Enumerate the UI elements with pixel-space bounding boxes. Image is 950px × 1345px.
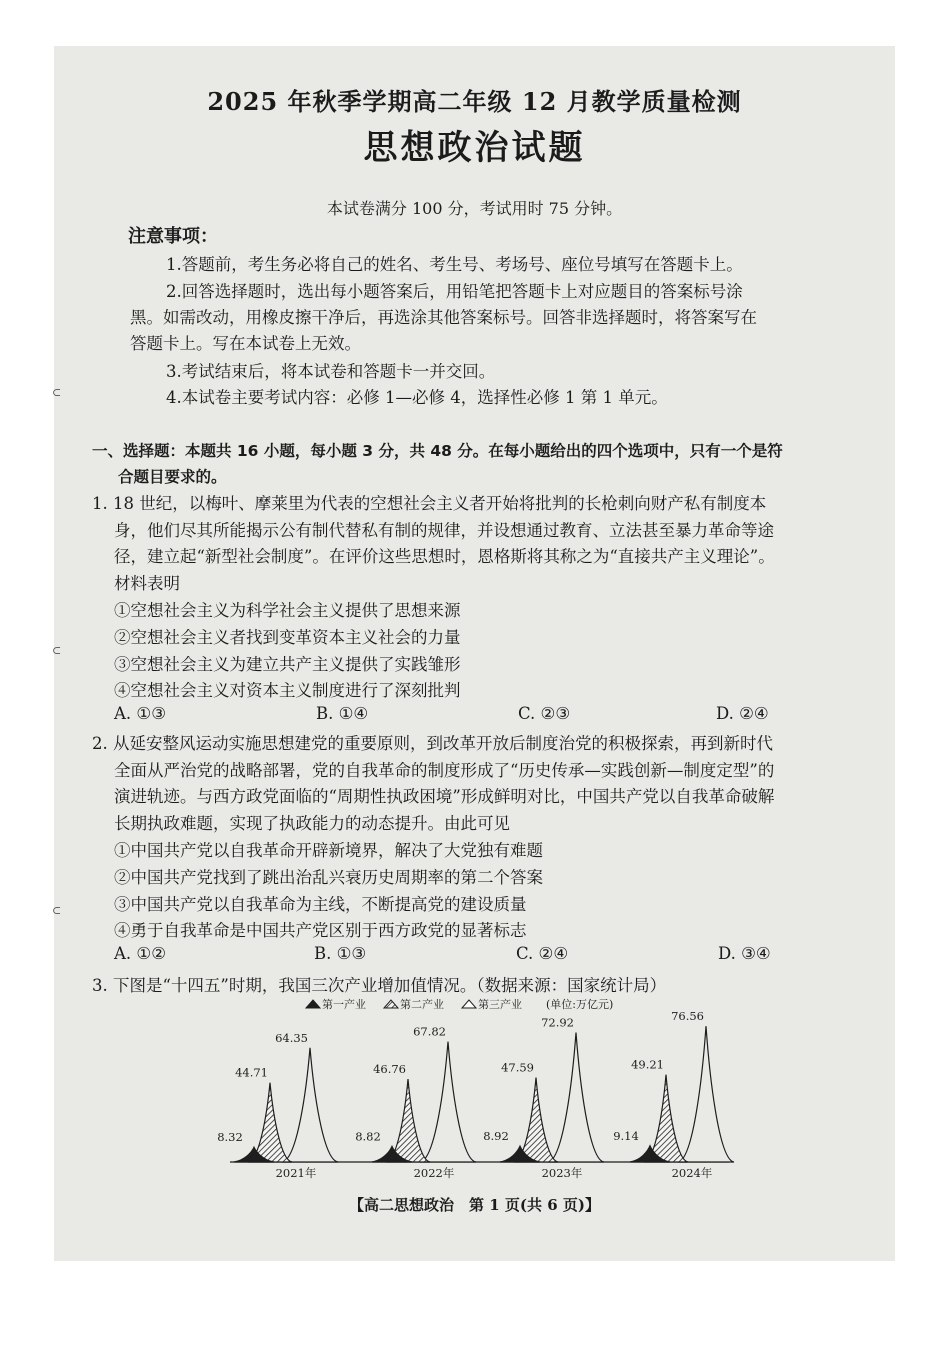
margin-mark: ⊂ (52, 904, 62, 917)
q1-item: ①空想社会主义为科学社会主义提供了思想来源 (114, 601, 461, 620)
data-label: 76.56 (671, 1009, 704, 1024)
chart-svg (217, 994, 744, 1194)
q1-option-d[interactable]: D. ②④ (716, 704, 769, 723)
data-label: 46.76 (373, 1062, 406, 1077)
category-label: 2022年 (413, 1166, 455, 1180)
chart-unit: (单位:万亿元) (546, 998, 614, 1011)
exam-page (54, 46, 895, 1261)
q1-item: ②空想社会主义者找到变革资本主义社会的力量 (114, 628, 461, 647)
data-label: 67.82 (413, 1024, 446, 1039)
data-label: 9.14 (613, 1128, 639, 1143)
peak-3 (678, 1026, 734, 1162)
q2-item: ④勇于自我革命是中国共产党区别于西方政党的显著标志 (114, 921, 527, 940)
exam-title: 2025 年秋季学期高二年级 12 月教学质量检测 (207, 87, 742, 116)
q2-item: ①中国共产党以自我革命开辟新境界，解决了大党独有难题 (114, 841, 543, 860)
notice-line: 3.考试结束后，将本试卷和答题卡一并交回。 (166, 362, 496, 381)
peak-3 (548, 1033, 604, 1162)
peak-3 (420, 1042, 476, 1162)
q1-item: ③空想社会主义为建立共产主义提供了实践雏形 (114, 655, 461, 674)
q1-stem: 材料表明 (114, 574, 180, 593)
data-label: 72.92 (541, 1015, 574, 1030)
notice-line: 2.回答选择题时，选出每小题答案后，用铅笔把答题卡上对应题目的答案标号涂 (166, 282, 743, 301)
q1-option-b[interactable]: B. ①④ (316, 704, 369, 723)
notice-heading: 注意事项： (128, 226, 218, 247)
q2-stem: 2. 从延安整风运动实施思想建党的重要原则，到改革开放后制度治党的积极探索，再到新时代 (92, 734, 773, 753)
exam-info: 本试卷满分 100 分，考试用时 75 分钟。 (326, 199, 623, 218)
margin-mark: ⊂ (52, 386, 62, 399)
data-label: 64.35 (275, 1030, 308, 1045)
data-label: 8.32 (217, 1130, 243, 1145)
q2-stem: 演进轨迹。与西方政党面临的“周期性执政困境”形成鲜明对比，中国共产党以自我革命破解 (114, 787, 775, 806)
data-label: 49.21 (631, 1057, 664, 1072)
q1-stem: 身，他们尽其所能揭示公有制代替私有制的规律，并设想通过教育、立法甚至暴力革命等途 (114, 521, 774, 540)
data-label: 8.92 (483, 1129, 509, 1144)
data-label: 47.59 (501, 1060, 534, 1075)
q2-item: ③中国共产党以自我革命为主线，不断提高党的建设质量 (114, 895, 527, 914)
q1-option-c[interactable]: C. ②③ (518, 704, 571, 723)
category-label: 2024年 (671, 1166, 713, 1180)
legend-label: 第二产业 (400, 998, 444, 1011)
notice-line: 1.答题前，考生务必将自己的姓名、考生号、考场号、座位号填写在答题卡上。 (166, 255, 743, 274)
q1-stem: 1. 18 世纪，以梅叶、摩莱里为代表的空想社会主义者开始将批判的长枪刺向财产私有制度本 (92, 494, 767, 513)
q1-option-a[interactable]: A. ①③ (114, 704, 166, 723)
q2-stem: 全面从严治党的战略部署，党的自我革命的制度形成了“历史传承—实践创新—制度定型”的 (114, 761, 775, 780)
category-label: 2023年 (541, 1166, 583, 1180)
notice-line: 答题卡上。写在本试卷上无效。 (130, 334, 361, 353)
legend-label: 第一产业 (322, 998, 366, 1011)
section-heading: 一、选择题：本题共 16 小题，每小题 3 分，共 48 分。在每小题给出的四个选项中，只有一个是符 (92, 442, 783, 460)
q2-option-b[interactable]: B. ①③ (314, 944, 367, 963)
page-footer: 【高二思想政治 第 1 页(共 6 页)】 (349, 1196, 600, 1214)
data-label: 44.71 (235, 1065, 268, 1080)
q2-item: ②中国共产党找到了跳出治乱兴衰历史周期率的第二个答案 (114, 868, 543, 887)
legend-swatch (384, 1000, 398, 1008)
industry-chart (217, 994, 744, 1194)
section-heading-cont: 合题目要求的。 (118, 468, 227, 486)
data-label: 8.82 (355, 1129, 381, 1144)
category-label: 2021年 (275, 1166, 317, 1180)
q2-option-d[interactable]: D. ③④ (718, 944, 771, 963)
q2-stem: 长期执政难题，实现了执政能力的动态提升。由此可见 (114, 814, 510, 833)
subject-title: 思想政治试题 (363, 128, 586, 168)
q3-stem: 3. 下图是“十四五”时期，我国三次产业增加值情况。（数据来源：国家统计局） (92, 976, 667, 995)
margin-mark: ⊂ (52, 644, 62, 657)
q1-item: ④空想社会主义对资本主义制度进行了深刻批判 (114, 681, 461, 700)
q1-stem: 径，建立起“新型社会制度”。在评价这些思想时，恩格斯将其称之为“直接共产主义理论”。 (114, 547, 775, 566)
notice-line: 4.本试卷主要考试内容：必修 1—必修 4，选择性必修 1 第 1 单元。 (166, 388, 668, 407)
legend-swatch (462, 1000, 476, 1008)
legend-label: 第三产业 (478, 998, 522, 1011)
notice-line: 黑。如需改动，用橡皮擦干净后，再选涂其他答案标号。回答非选择题时，将答案写在 (130, 308, 757, 327)
peak-3 (282, 1048, 338, 1162)
legend-swatch (306, 1000, 320, 1008)
q2-option-c[interactable]: C. ②④ (516, 944, 569, 963)
q2-option-a[interactable]: A. ①② (114, 944, 166, 963)
